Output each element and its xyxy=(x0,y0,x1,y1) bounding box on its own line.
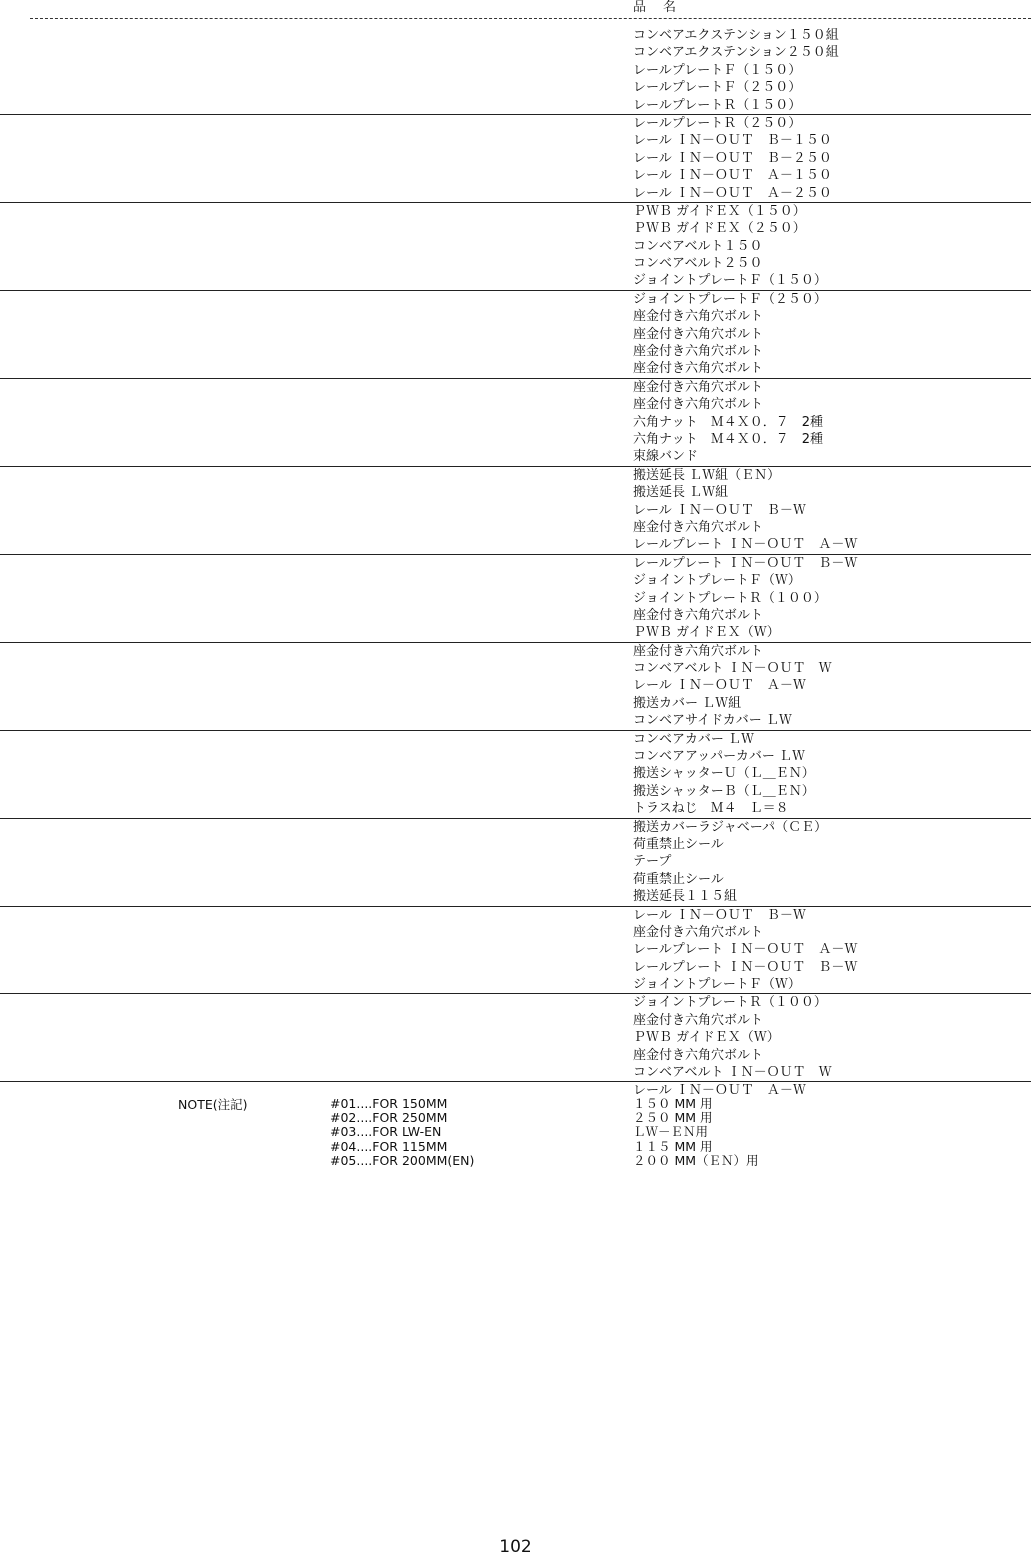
parts-group xyxy=(0,994,1031,1082)
parts-group xyxy=(0,467,1031,555)
part-row: レール ＩＮ－ＯＵＴ Ａ－２５０ xyxy=(633,185,832,201)
part-row: レール ＩＮ－ＯＵＴ Ｂ－Ｗ xyxy=(633,502,806,518)
part-name-header: 品 名 xyxy=(633,0,679,15)
parts-group xyxy=(0,819,1031,907)
part-row: ジョイントプレートＲ（１００） xyxy=(633,590,827,606)
part-row: 束線バンド xyxy=(633,449,699,465)
parts-group xyxy=(0,379,1031,467)
part-row: レール ＩＮ－ＯＵＴ Ｂ－２５０ xyxy=(633,150,832,166)
part-row: トラスねじ Ｍ４ Ｌ＝８ xyxy=(633,801,789,817)
part-row: ＰＷＢ ガイドＥＸ（２５０） xyxy=(633,221,806,237)
part-row: テープ xyxy=(633,854,672,870)
notes-label: NOTE(注記) xyxy=(178,1097,248,1112)
part-row: レールプレート ＩＮ－ＯＵＴ Ａ－Ｗ xyxy=(633,537,858,553)
part-row: レール ＩＮ－ＯＵＴ Ｂ－１５０ xyxy=(633,133,832,149)
part-row: コンベアカバー ＬＷ xyxy=(633,731,755,747)
part-row: 座金付き六角穴ボルト xyxy=(633,309,764,325)
part-row: ジョイントプレートＦ（Ｗ） xyxy=(633,977,801,993)
parts-group xyxy=(0,907,1031,995)
part-row: 座金付き六角穴ボルト xyxy=(633,1012,764,1028)
note-description: １１５ MM 用 xyxy=(633,1138,713,1154)
part-row: レールプレート ＩＮ－ＯＵＴ Ｂ－Ｗ xyxy=(633,959,858,975)
part-row: ジョイントプレートＲ（１００） xyxy=(633,995,827,1011)
part-row: ＰＷＢ ガイドＥＸ（１５０） xyxy=(633,203,806,219)
parts-group xyxy=(0,203,1031,291)
part-row: ジョイントプレートＦ（２５０） xyxy=(633,291,827,307)
part-row: コンベアアッパーカバー ＬＷ xyxy=(633,749,805,765)
parts-list xyxy=(0,27,1031,1100)
part-row: 搬送カバー ＬＷ組 xyxy=(633,695,742,711)
part-row: レールプレートＲ（２５０） xyxy=(633,115,802,131)
part-row: 座金付き六角穴ボルト xyxy=(633,519,764,535)
part-row: コンベアエクステンション１５０組 xyxy=(633,28,839,43)
note-code: #05....FOR 200MM(EN) xyxy=(330,1152,475,1168)
note-code: #01....FOR 150MM xyxy=(330,1096,448,1111)
part-row: 座金付き六角穴ボルト xyxy=(633,643,764,659)
part-row: ＰＷＢ ガイドＥＸ（Ｗ） xyxy=(633,1030,780,1046)
parts-group xyxy=(0,643,1031,731)
parts-group xyxy=(0,291,1031,379)
note-description: ２５０ MM 用 xyxy=(633,1110,713,1126)
part-row: 座金付き六角穴ボルト xyxy=(633,397,764,413)
part-row: 六角ナット Ｍ４Ｘ０．７ 2種 xyxy=(633,414,824,430)
part-row: ジョイントプレートＦ（１５０） xyxy=(633,273,827,289)
part-row: 荷重禁止シール xyxy=(633,871,724,887)
part-row: 搬送延長 ＬＷ組 xyxy=(633,485,729,501)
parts-group xyxy=(0,115,1031,203)
part-row: コンベアベルト ＩＮ－ＯＵＴ Ｗ xyxy=(633,1065,832,1081)
part-row: 座金付き六角穴ボルト xyxy=(633,924,764,940)
note-description: ２００ MM（ＥＮ）用 xyxy=(633,1152,759,1168)
part-row: 六角ナット Ｍ４Ｘ０．７ 2種 xyxy=(633,431,824,447)
part-row: コンベアサイドカバー ＬＷ xyxy=(633,713,792,729)
part-row: 搬送シャッターＢ（Ｌ＿ＥＮ） xyxy=(633,783,815,799)
note-description: １５０ MM 用 xyxy=(633,1096,713,1111)
part-row: 搬送シャッターＵ（Ｌ＿ＥＮ） xyxy=(633,766,815,782)
parts-group xyxy=(0,1082,1031,1099)
part-row: 搬送延長 ＬＷ組（ＥＮ） xyxy=(633,467,781,483)
parts-group xyxy=(0,731,1031,819)
notes-descriptions xyxy=(633,1097,759,1168)
part-row: レール ＩＮ－ＯＵＴ Ｂ－Ｗ xyxy=(633,907,806,923)
part-row: 座金付き六角穴ボルト xyxy=(633,607,764,623)
header-dashed-rule xyxy=(30,18,1031,19)
part-row: レールプレート ＩＮ－ＯＵＴ Ｂ－Ｗ xyxy=(633,555,858,571)
part-row: レールプレート ＩＮ－ＯＵＴ Ａ－Ｗ xyxy=(633,942,858,958)
part-row: レール ＩＮ－ＯＵＴ Ａ－Ｗ xyxy=(633,1083,806,1099)
part-row: 座金付き六角穴ボルト xyxy=(633,326,764,342)
part-row: 座金付き六角穴ボルト xyxy=(633,1047,764,1063)
part-row: レールプレートＲ（１５０） xyxy=(633,97,802,113)
part-row: レールプレートＦ（２５０） xyxy=(633,80,802,96)
part-row: レール ＩＮ－ＯＵＴ Ａ－１５０ xyxy=(633,168,832,184)
part-row: コンベアベルト１５０ xyxy=(633,238,763,254)
note-description: ＬＷ－ＥＮ用 xyxy=(633,1124,709,1140)
part-row: 座金付き六角穴ボルト xyxy=(633,344,764,360)
part-row: 座金付き六角穴ボルト xyxy=(633,361,764,377)
parts-group xyxy=(0,555,1031,643)
part-row: ＰＷＢ ガイドＥＸ（Ｗ） xyxy=(633,625,780,641)
part-row: コンベアベルト２５０ xyxy=(633,256,763,272)
part-row: ジョイントプレートＦ（Ｗ） xyxy=(633,573,801,589)
notes-codes xyxy=(330,1097,474,1168)
note-code: #03....FOR LW-EN xyxy=(330,1124,442,1140)
part-row: コンベアエクステンション２５０組 xyxy=(633,45,839,61)
part-row: 搬送カバーラジャベーパ（ＣＥ） xyxy=(633,819,828,835)
page-number: 102 xyxy=(499,1537,532,1557)
part-row: 荷重禁止シール xyxy=(633,836,724,852)
note-code: #04....FOR 115MM xyxy=(330,1138,448,1154)
parts-group xyxy=(0,27,1031,115)
part-row: コンベアベルト ＩＮ－ＯＵＴ Ｗ xyxy=(633,661,832,677)
part-row: 搬送延長１１５組 xyxy=(633,889,738,905)
part-row: 座金付き六角穴ボルト xyxy=(633,379,764,395)
note-code: #02....FOR 250MM xyxy=(330,1110,448,1126)
part-row: レール ＩＮ－ＯＵＴ Ａ－Ｗ xyxy=(633,678,806,694)
part-row: レールプレートＦ（１５０） xyxy=(633,62,802,78)
